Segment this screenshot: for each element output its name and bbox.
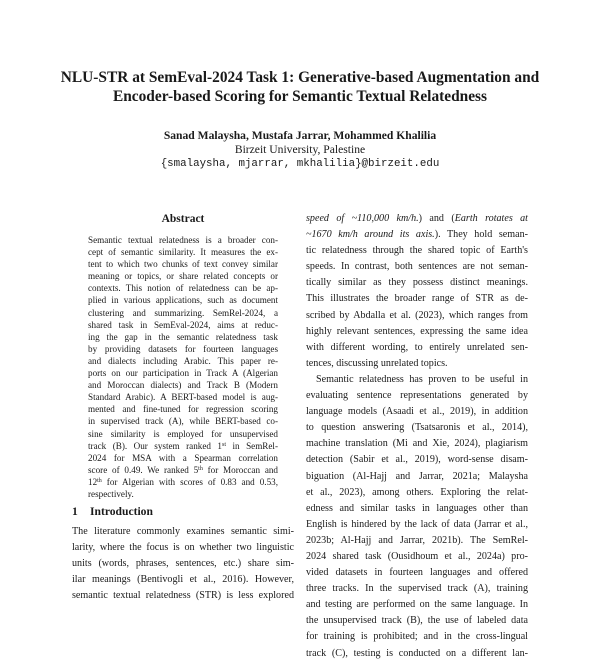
body-line: language models (Asaadi et al., 2019), in addition (306, 406, 528, 418)
section-title: Introduction (90, 505, 153, 518)
abstract-line: in supervised track (A), while BERT-based co- (88, 416, 278, 427)
body-line: to question answering (Tsatsaronis et al., 2014), (306, 422, 528, 434)
body-line: The literature commonly examines semantic simi- (72, 526, 294, 537)
body-line: larity, where the focus is on whether two linguistic (72, 542, 294, 554)
abstract-line: tent to which two chunks of text convey similar (88, 259, 278, 270)
body-line: evaluating sentence representations generated by (306, 390, 528, 402)
abstract-text: for Algerian with scores of 0.83 and 0.53, (101, 476, 278, 487)
abstract-text: 12 (88, 476, 98, 487)
abstract-line-ranking (88, 440, 278, 452)
abstract-line: respectively. (88, 488, 134, 499)
body-line: vided datasets in fourteen languages and offered (306, 567, 528, 579)
abstract-line: sine similarity is employed for unsupervised (88, 428, 278, 439)
abstract-line: plied in various applications, such as document (88, 295, 278, 306)
abstract-line: by providing datasets for fourteen languages (88, 343, 278, 354)
paper-title (40, 68, 560, 106)
body-line: and testing are performed on the same language. In (306, 599, 528, 611)
author-list: Sanad Malaysha, Mustafa Jarrar, Mohammed Khalilia (163, 129, 437, 142)
body-line: the unsupervised track (B), the use of labeled data (306, 615, 528, 627)
body-text: ). They hold seman- (434, 229, 528, 241)
title-line-2: Encoder-based Scoring for Semantic Textual Relatedness (112, 88, 488, 105)
body-text: ) and ( (418, 213, 455, 224)
section-heading-introduction (72, 505, 292, 519)
abstract-line: meaning or topics, or share related concepts or (88, 271, 278, 282)
abstract-text: for Moroccan and (202, 464, 278, 475)
abstract-line: shared task in SemEval-2024, aims at reduc- (88, 319, 278, 330)
body-line: edness and similar tasks in languages other than (306, 502, 528, 514)
body-line: with different wording, to entirely unrelated sen- (306, 341, 528, 353)
body-line: semantic textual relatedness (STR) is less explored (72, 590, 294, 602)
body-line: tences, discussing unrelated topics. (306, 357, 448, 369)
title-line-1: NLU-STR at SemEval-2024 Task 1: Generative-based Augmentation and (60, 69, 540, 86)
example-sentence: speed of ~110,000 km/h. (306, 213, 419, 224)
abstract-line: and Moroccan dialects) and Track B (Modern (88, 380, 278, 391)
body-line: three tracks. In the supervised track (A), training (306, 583, 528, 595)
abstract-line: ports on our participation in Track A (Algerian (88, 368, 278, 379)
body-line: track (C), testing is conducted on a different lan- (306, 647, 528, 659)
abstract-line: 2024 for MSA with a Spearman correlation (88, 452, 278, 463)
body-line: 2023b; Al-Hajj and Jarrar, 2021b). The SemRel- (306, 534, 528, 546)
introduction-body (72, 524, 294, 604)
ordinal-superscript: th (198, 465, 203, 472)
abstract-text: track (B). Our system ranked 1 (88, 440, 222, 451)
example-sentence: ~1670 km/h around its axis. (306, 229, 435, 241)
affiliation: Birzeit University, Palestine (234, 143, 366, 156)
body-line-paragraph-start: Semantic relatedness has proven to be useful in (316, 373, 528, 385)
body-line: units (words, phrases, sentences, etc.) share sim- (72, 558, 294, 570)
body-line: 2024 shared task (Ousidhoum et al., 2024a) pro- (306, 550, 528, 562)
body-line: detection (Sabir et al., 2019), word-sense disam- (306, 454, 528, 466)
body-line: This illustrates the broader range of STR as de- (306, 293, 528, 305)
body-line: et al., 2023), among others. Exploring the relat- (306, 486, 528, 498)
abstract-line: clustering and summarizing. SemRel-2024, a (88, 307, 278, 318)
body-line: for training is prohibited; and in the cross-lingual (306, 631, 528, 643)
body-line: tically similar as they possess distinct meanings. (306, 277, 528, 289)
abstract-line: and dialects including Arabic. This paper re- (88, 355, 278, 366)
body-line: highly relevant sentences, expressing the same idea (306, 325, 528, 337)
body-line: English is hindered by the lack of data (Jarrar et al., (306, 518, 528, 530)
abstract-line: contexts. This notion of relatedness can be ap- (88, 283, 278, 294)
abstract-line: cept of semantic similarity. It measures the ex- (88, 247, 278, 258)
abstract-line: Standard Arabic). A BERT-based model is aug- (88, 392, 278, 403)
abstract-text: score of 0.49. We ranked 5 (88, 464, 199, 475)
ordinal-superscript: th (97, 477, 102, 484)
section-number: 1 (72, 505, 78, 518)
body-line-example-a (306, 211, 528, 227)
abstract-text: in SemRel- (226, 440, 279, 451)
abstract-line: Semantic textual relatedness is a broader con- (88, 235, 278, 245)
right-column-body (306, 211, 528, 662)
abstract-line-algerian (88, 476, 278, 488)
body-line: scribed by Abdalla et al. (2023), which ranges from (306, 309, 528, 321)
author-emails: {smalaysha, mjarrar, mkhalilia}@birzeit.edu (160, 158, 440, 170)
body-line: tic relatedness through the shared topic of Earth's (306, 245, 528, 257)
abstract-heading: Abstract (161, 213, 205, 225)
ordinal-superscript: st (222, 441, 227, 448)
abstract-body (88, 234, 278, 500)
body-line: speeds. In contrast, both sentences are not seman- (306, 261, 528, 273)
abstract-line-moroccan (88, 464, 278, 476)
body-line-example-b (306, 227, 528, 243)
body-line: biguation (Al-Hajj and Jarrar, 2021a; Malaysha (306, 470, 528, 482)
body-line: machine translation (Mi and Xie, 2024), plagiarism (306, 438, 528, 450)
abstract-line: mented and fine-tuned for regression scoring (88, 404, 278, 415)
abstract-line: ing the gap in the semantic relatedness task (88, 331, 278, 342)
body-line: ilar meanings (Bentivogli et al., 2016). However, (72, 574, 294, 586)
example-sentence: Earth rotates at (454, 213, 528, 224)
